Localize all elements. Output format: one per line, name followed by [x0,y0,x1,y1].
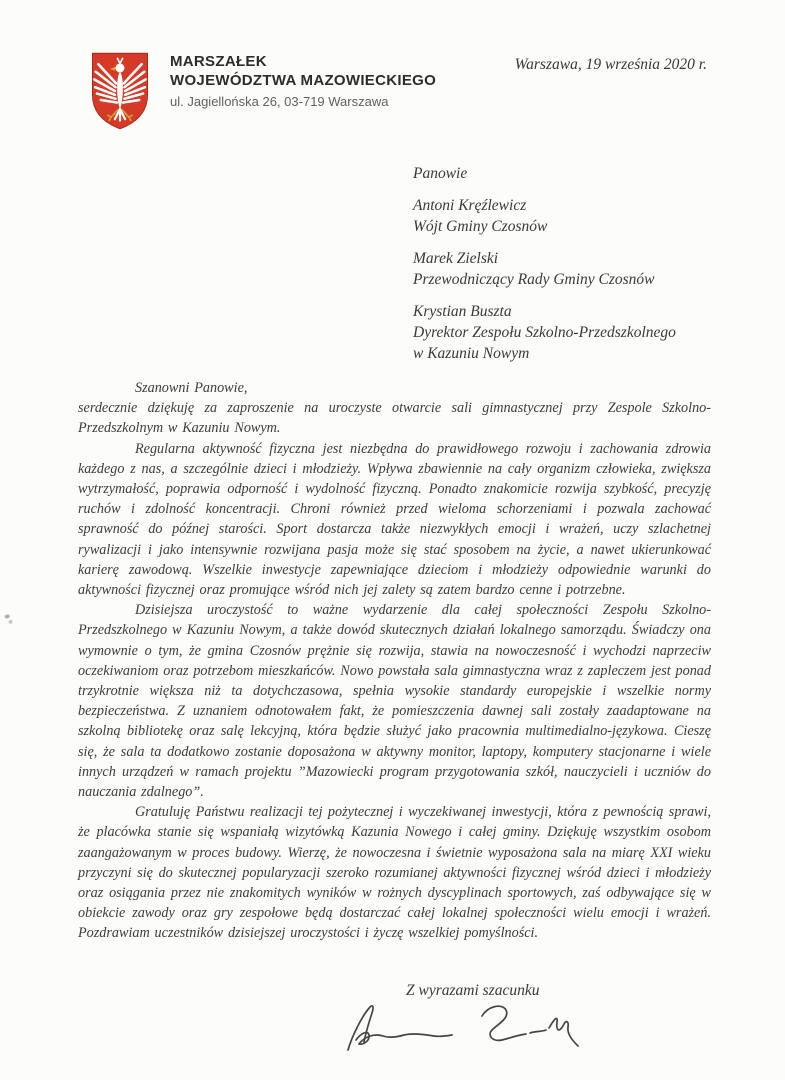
sender-address: ul. Jagiellońska 26, 03-719 Warszawa [170,94,389,109]
handwritten-signature [342,1000,582,1060]
scanner-ink-smudge-icon [2,611,16,628]
body-paragraph: serdecznie dziękuję za zaproszenie na uroczyste otwarcie sali gimnastycznej przy Zespole Szkolno-Przedszkolnym w Kazuniu Nowym. [78,400,711,437]
recipient-entry [413,301,676,364]
body-paragraphs [78,398,711,943]
body-salutation: Szanowni Panowie, [135,380,248,396]
recipient-line: Wójt Gminy Czosnów [413,218,548,235]
recipient-line: Marek Zielski [413,250,499,267]
eagle-head [116,63,125,72]
recipient-entry [413,195,676,237]
mazovia-eagle-crest-icon [88,49,152,133]
recipients-block [413,163,676,364]
letter-body [78,378,711,944]
signature-stroke-second-mid [530,1030,546,1033]
signature-stroke-second-end [549,1018,578,1046]
closing-phrase: Z wyrazami szacunku [406,982,540,999]
recipient-line: Dyrektor Zespołu Szkolno-Przedszkolnego [413,324,676,341]
recipient-line: Przewodniczący Rady Gminy Czosnów [413,271,655,288]
recipient-line: Krystian Buszta [413,303,512,320]
signature-stroke-second [482,1006,526,1040]
sender-block [170,52,436,110]
sender-title-line1: MARSZAŁEK [170,53,267,70]
recipients-heading: Panowie [413,165,468,182]
sender-title-line2: WOJEWÓDZTWA MAZOWIECKIEGO [170,72,437,89]
recipients-list [413,195,676,364]
recipient-line: Antoni Kręźlewicz [413,197,527,214]
body-paragraph: Dzisiejsza uroczystość to ważne wydarzenie dla całej społeczności Zespołu Szkolno-Przedszkolnego w Kazuniu Nowym, a także dowód skutecznych działań lokalnego samorządu. Świadczy ona wymownie o tym, że gmina Czosnów prężnie się rozwija, stawia na nowoczesność i wychodzi naprzeciw oczekiwaniom oraz potrzebom mieszkańców. Nowo powstała sala gimnastyczna wraz z zapleczem jest ponad trzykrotnie większa niż ta dotychczasowa, spełnia wysokie standardy europejskie i wszelkie normy bezpieczeństwa. Z uznaniem odnotowałem fakt, że pomieszczenia dawnej sali zostały zaadaptowane na szkolną bibliotekę oraz salę lekcyjną, która będzie służyć jako pracownia multimedialno-językowa. Cieszę się, że sala ta dodatkowo zostanie doposażona w aktywny monitor, laptopy, komputery stacjonarne i wiele innych urządzeń w ramach projektu ”Mazowiecki program przygotowania szkół, nauczycieli i uczniów do nauczania zdalnego”. [78,602,711,801]
recipient-line: w Kazuniu Nowym [413,345,530,362]
recipient-entry [413,248,676,290]
body-paragraph: Regularna aktywność fizyczna jest niezbędna do prawidłowego rozwoju i zachowania zdrowia każdego z nas, a szczególnie dzieci i młodzieży. Wpływa zbawiennie na cały organizm człowieka, zwiększa wytrzymałość, poprawia odporność i wydolność fizyczną. Ponadto znakomicie rozwija szybkość, precyzję ruchów i zdolność koncentracji. Chroni również przed wieloma schorzeniami i pozwala zachować sprawność do późnej starości. Sport dostarcza także niezwykłych emocji i wrażeń, uczy szlachetnej rywalizacji i jako intensywnie rozwijana pasja może się stać sposobem na życie, a nawet ukierunkować karierę zawodową. Wszelkie inwestycje zapewniające dzieciom i młodzieży odpowiednie warunki do aktywności fizycznej oraz promujące wśród nich jej zalety są zatem bardzo cenne i potrzebne. [78,440,711,599]
body-paragraph: Gratuluję Państwu realizacji tej pożytecznej i wyczekiwanej inwestycji, która z pewnością sprawi, że placówka stanie się wspaniałą wizytówką Kazunia Nowego i całej gminy. Dziękuję wszystkim osobom zaangażowanym w proces budowy. Wierzę, że nowoczesna i świetnie wyposażona sala na miarę XXI wieku przyczyni się do skutecznej popularyzacji szeroko rozumianej aktywności fizycznej wśród dzieci i młodzieży oraz osiągania przez nie znakomitych wyników w rożnych dyscyplinach sportowych, zaś odbywające się w obiekcie zawody oraz gry zespołowe będą dostarczać całej lokalnej społeczności wielu emocji i wrażeń. Pozdrawiam uczestników dzisiejszej uroczystości i życzę wszelkiej pomyślności. [78,804,711,942]
dateline: Warszawa, 19 września 2020 r. [514,56,707,73]
signature-stroke-first-tail [356,1033,452,1045]
